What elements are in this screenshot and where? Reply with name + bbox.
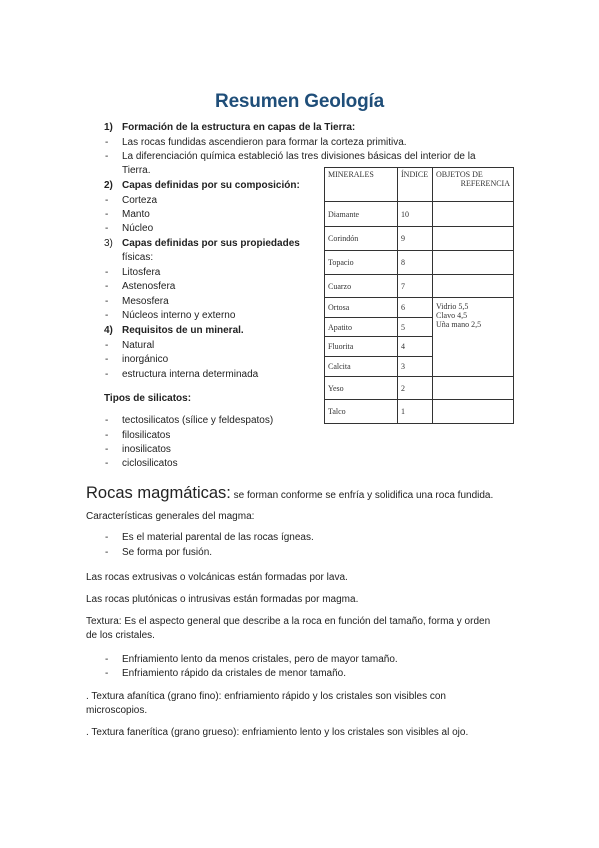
- list-number: 4): [104, 325, 113, 336]
- dash: -: [105, 296, 109, 307]
- dash: -: [105, 547, 109, 558]
- mineral-name: Diamante: [325, 202, 398, 227]
- dash: -: [105, 369, 109, 380]
- mineral-name: Calcita: [325, 357, 398, 377]
- paragraph-extrusive: Las rocas extrusivas o volcánicas están formadas por lava.: [86, 572, 348, 583]
- dash: -: [105, 310, 109, 321]
- list-item: La diferenciación química estableció las tres divisiones básicas del interior de la: [122, 151, 476, 162]
- mineral-index: 5: [398, 318, 433, 337]
- mineral-index: 6: [398, 298, 433, 318]
- list-item: estructura interna determinada: [122, 369, 259, 380]
- dash: -: [105, 281, 109, 292]
- list-item: Las rocas fundidas ascendieron para formar la corteza primitiva.: [122, 137, 407, 148]
- list-item: inosilicatos: [122, 444, 171, 455]
- dash: -: [105, 654, 109, 665]
- magmatic-heading-line: [86, 483, 493, 506]
- reference-vidrio: Vidrio 5,5: [436, 302, 469, 311]
- header-objetos-line2: REFERENCIA: [460, 179, 510, 188]
- mineral-name: Talco: [325, 400, 398, 424]
- header-minerales: MINERALES: [325, 168, 398, 202]
- reference-cell: [433, 227, 514, 251]
- paragraph-texture-continuation: de los cristales.: [86, 630, 155, 641]
- paragraph-texture: Textura: Es el aspecto general que describe a la roca en función del tamaño, forma y orden: [86, 616, 491, 627]
- dash: -: [105, 223, 109, 234]
- list-item: Se forma por fusión.: [122, 547, 213, 558]
- list-item: Núcleo: [122, 223, 154, 234]
- table-header-row: [325, 168, 514, 202]
- dash: -: [105, 354, 109, 365]
- mineral-name: Yeso: [325, 377, 398, 400]
- reference-cell: [433, 275, 514, 298]
- header-objetos: [433, 168, 514, 202]
- mineral-name: Topacio: [325, 251, 398, 275]
- mineral-name: Corindón: [325, 227, 398, 251]
- mineral-index: 7: [398, 275, 433, 298]
- mineral-name: Ortosa: [325, 298, 398, 318]
- list-number: 2): [104, 180, 113, 191]
- reference-cell: [433, 251, 514, 275]
- mineral-index: 3: [398, 357, 433, 377]
- table-row: [325, 202, 514, 227]
- list-item: Enfriamiento rápido da cristales de menor tamaño.: [122, 668, 347, 679]
- list-item: Astenosfera: [122, 281, 176, 292]
- dash: -: [105, 195, 109, 206]
- paragraph-aphanitic-continuation: microscopios.: [86, 705, 148, 716]
- list-item: Litosfera: [122, 267, 161, 278]
- list-item: Mesosfera: [122, 296, 169, 307]
- table-row: [325, 377, 514, 400]
- mineral-index: 2: [398, 377, 433, 400]
- heading-physical: Capas definidas por sus propiedades: [122, 238, 300, 249]
- reference-cell-merged: [433, 298, 514, 377]
- list-item: ciclosilicatos: [122, 458, 178, 469]
- dash: -: [105, 151, 109, 162]
- table-row: [325, 298, 514, 318]
- dash: -: [105, 415, 109, 426]
- header-objetos-line1: OBJETOS DE: [436, 170, 483, 179]
- mohs-table: [324, 167, 514, 424]
- heading-mineral: Requisitos de un mineral.: [122, 325, 244, 336]
- reference-cell: [433, 400, 514, 424]
- dash: -: [105, 340, 109, 351]
- list-item: tectosilicatos (sílice y feldespatos): [122, 415, 274, 426]
- silicates-heading: Tipos de silicatos:: [104, 393, 192, 404]
- dash: -: [105, 267, 109, 278]
- mineral-index: 1: [398, 400, 433, 424]
- list-item: Corteza: [122, 195, 158, 206]
- dash: -: [105, 137, 109, 148]
- list-item: inorgánico: [122, 354, 169, 365]
- mineral-name: Cuarzo: [325, 275, 398, 298]
- reference-cell: [433, 377, 514, 400]
- mineral-index: 9: [398, 227, 433, 251]
- magmatic-heading: Rocas magmáticas:: [86, 484, 231, 502]
- reference-cell: [433, 202, 514, 227]
- list-item: Manto: [122, 209, 150, 220]
- magma-characteristics: Características generales del magma:: [86, 511, 255, 522]
- list-item-continuation: Tierra.: [122, 165, 151, 176]
- mineral-index: 4: [398, 337, 433, 357]
- list-item: filosilicatos: [122, 430, 171, 441]
- list-number: 3): [104, 238, 113, 249]
- heading-structure: Formación de la estructura en capas de la Tierra:: [122, 122, 356, 133]
- dash: -: [105, 209, 109, 220]
- table-row: [325, 400, 514, 424]
- mineral-index: 10: [398, 202, 433, 227]
- list-number: 1): [104, 122, 113, 133]
- heading-physical-continuation: físicas:: [122, 252, 154, 263]
- heading-composition: Capas definidas por su composición:: [122, 180, 300, 191]
- list-item: Natural: [122, 340, 155, 351]
- mineral-name: Apatito: [325, 318, 398, 337]
- table-row: [325, 275, 514, 298]
- dash: -: [105, 430, 109, 441]
- table-row: [325, 251, 514, 275]
- dash: -: [105, 532, 109, 543]
- paragraph-phaneritic: . Textura fanerítica (grano grueso): enfriamiento lento y los cristales son visibles al ojo.: [86, 727, 469, 738]
- dash: -: [105, 444, 109, 455]
- magmatic-heading-rest: se forman conforme se enfría y solidifica una roca fundida.: [230, 490, 494, 501]
- mineral-index: 8: [398, 251, 433, 275]
- header-indice: ÍNDICE: [398, 168, 433, 202]
- reference-una: Uña mano 2,5: [436, 320, 482, 329]
- reference-clavo: Clavo 4,5: [436, 311, 468, 320]
- dash: -: [105, 668, 109, 679]
- list-item: Enfriamiento lento da menos cristales, pero de mayor tamaño.: [122, 654, 398, 665]
- paragraph-plutonic: Las rocas plutónicas o intrusivas están formadas por magma.: [86, 594, 359, 605]
- table-row: [325, 227, 514, 251]
- list-item: Es el material parental de las rocas ígneas.: [122, 532, 314, 543]
- page-title: Resumen Geología: [215, 91, 384, 112]
- mineral-name: Fluorita: [325, 337, 398, 357]
- dash: -: [105, 458, 109, 469]
- paragraph-aphanitic: . Textura afanítica (grano fino): enfriamiento rápido y los cristales son visibles con: [86, 691, 446, 702]
- list-item: Núcleos interno y externo: [122, 310, 236, 321]
